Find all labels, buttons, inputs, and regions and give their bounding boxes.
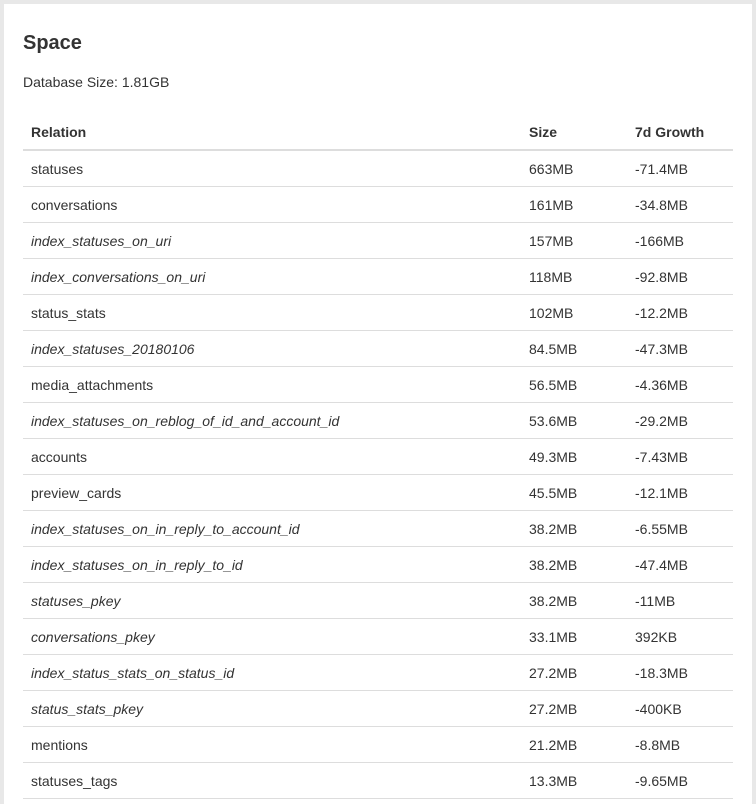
size-cell: 45.5MB [521,475,627,511]
relation-cell: statuses_pkey [23,583,521,619]
table-row [23,691,733,727]
table-row [23,619,733,655]
table-row [23,475,733,511]
table-row [23,439,733,475]
table-row [23,547,733,583]
growth-cell: -12.2MB [627,295,733,331]
relation-cell: mentions [23,727,521,763]
growth-cell: 392KB [627,619,733,655]
growth-cell: -18.3MB [627,655,733,691]
relation-cell: conversations_pkey [23,619,521,655]
size-cell: 49.3MB [521,439,627,475]
growth-cell: -4.36MB [627,367,733,403]
relations-table [23,115,733,799]
relation-cell: statuses_tags [23,763,521,799]
relation-cell: index_statuses_on_in_reply_to_account_id [23,511,521,547]
table-header-row [23,115,733,150]
growth-cell: -7.43MB [627,439,733,475]
size-cell: 663MB [521,150,627,187]
relation-cell: conversations [23,187,521,223]
size-cell: 56.5MB [521,367,627,403]
size-cell: 13.3MB [521,763,627,799]
database-size: Database Size: 1.81GB [23,74,170,90]
table-row [23,259,733,295]
size-cell: 102MB [521,295,627,331]
size-cell: 27.2MB [521,655,627,691]
size-cell: 27.2MB [521,691,627,727]
relation-cell: index_status_stats_on_status_id [23,655,521,691]
relation-cell: index_statuses_on_reblog_of_id_and_account_id [23,403,521,439]
table-row [23,763,733,799]
growth-cell: -47.4MB [627,547,733,583]
relation-cell: index_statuses_20180106 [23,331,521,367]
table-row [23,150,733,187]
relation-cell: status_stats [23,295,521,331]
table-row [23,403,733,439]
growth-cell: -11MB [627,583,733,619]
growth-cell: -400KB [627,691,733,727]
relation-cell: index_statuses_on_uri [23,223,521,259]
growth-cell: -92.8MB [627,259,733,295]
page-title: Space [23,32,82,54]
relation-cell: accounts [23,439,521,475]
header-growth: 7d Growth [627,115,733,150]
growth-cell: -12.1MB [627,475,733,511]
size-cell: 38.2MB [521,511,627,547]
table-row [23,331,733,367]
growth-cell: -6.55MB [627,511,733,547]
table-row [23,655,733,691]
size-cell: 53.6MB [521,403,627,439]
growth-cell: -29.2MB [627,403,733,439]
relation-cell: status_stats_pkey [23,691,521,727]
relation-cell: statuses [23,150,521,187]
table-row [23,295,733,331]
relation-cell: index_conversations_on_uri [23,259,521,295]
size-cell: 21.2MB [521,727,627,763]
relation-cell: media_attachments [23,367,521,403]
size-cell: 118MB [521,259,627,295]
size-cell: 38.2MB [521,547,627,583]
header-size: Size [521,115,627,150]
size-cell: 33.1MB [521,619,627,655]
size-cell: 161MB [521,187,627,223]
table-row [23,187,733,223]
size-cell: 84.5MB [521,331,627,367]
table-row [23,511,733,547]
table-row [23,727,733,763]
growth-cell: -34.8MB [627,187,733,223]
growth-cell: -71.4MB [627,150,733,187]
table-row [23,367,733,403]
relation-cell: preview_cards [23,475,521,511]
size-cell: 38.2MB [521,583,627,619]
growth-cell: -47.3MB [627,331,733,367]
growth-cell: -9.65MB [627,763,733,799]
size-cell: 157MB [521,223,627,259]
header-relation: Relation [23,115,521,150]
table-row [23,583,733,619]
growth-cell: -8.8MB [627,727,733,763]
growth-cell: -166MB [627,223,733,259]
table-row [23,223,733,259]
relation-cell: index_statuses_on_in_reply_to_id [23,547,521,583]
space-panel [4,4,752,804]
